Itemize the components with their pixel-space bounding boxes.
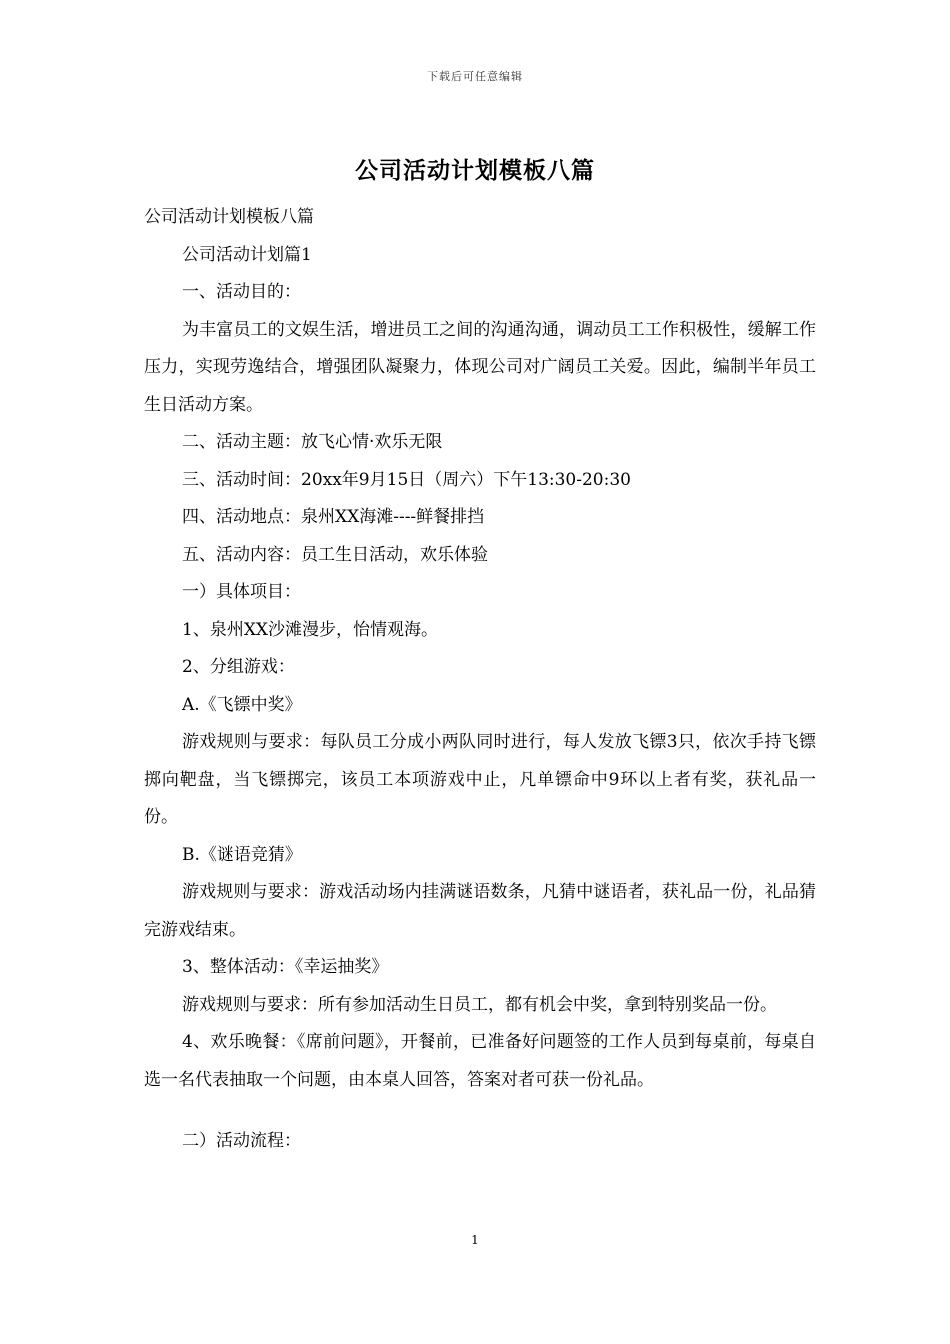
paragraph-theme: 二、活动主题：放飞心情·欢乐无限 [182, 432, 443, 452]
heading-activity-purpose: 一、活动目的： [182, 282, 301, 302]
paragraph-location: 四、活动地点：泉州XX海滩----鲜餐排挡 [182, 507, 485, 527]
page-number: 1 [471, 1233, 479, 1247]
lucky-draw-rules: 游戏规则与要求：所有参加活动生日员工，都有机会中奖，拿到特别奖品一份。 [182, 994, 777, 1015]
page-header-note: 下载后可任意编辑 [427, 70, 523, 83]
game-b-rules: 游戏规则与要求：游戏活动场内挂满谜语数条，凡猜中谜语者，获礼品一份，礼品猜完游戏结束。 [144, 882, 816, 940]
paragraph-purpose: 为丰富员工的文娱生活，增进员工之间的沟通沟通，调动员工工作积极性，缓解工作压力，实现劳逸结合，增强团队凝聚力，体现公司对广阔员工关爱。因此，编制半年员工生日活动方案。 [144, 319, 816, 415]
paragraph-time: 三、活动时间：20xx年9月15日（周六）下午13:30-20:30 [182, 469, 631, 490]
document-title: 公司活动计划模板八篇 [355, 157, 595, 184]
document-body [144, 199, 816, 1161]
section-heading: 公司活动计划篇1 [182, 244, 312, 265]
list-item-beach-walk: 1、泉州XX沙滩漫步，怡情观海。 [182, 619, 439, 640]
game-a-title: A.《飞镖中奖》 [182, 694, 302, 715]
game-b-title: B.《谜语竞猜》 [182, 844, 302, 865]
subtitle-paragraph: 公司活动计划模板八篇 [144, 207, 314, 227]
paragraph-content: 五、活动内容：员工生日活动，欢乐体验 [182, 544, 488, 565]
list-item-dinner: 4、欢乐晚餐：《席前问题》，开餐前，已准备好问题签的工作人员到每桌前，每桌自选一名代表抽取一个问题，由本桌人回答，答案对者可获一份礼品。 [144, 1032, 816, 1090]
list-item-group-games: 2、分组游戏： [182, 657, 295, 677]
heading-specific-items: 一）具体项目： [182, 582, 301, 602]
game-a-rules: 游戏规则与要求：每队员工分成小两队同时进行，每人发放飞镖3只，依次手持飞镖掷向靶盘，当飞镖掷完，该员工本项游戏中止，凡单镖命中9环以上者有奖，获礼品一份。 [144, 732, 816, 827]
paragraph-spacer [144, 1099, 816, 1123]
heading-activity-flow: 二）活动流程： [182, 1131, 301, 1151]
list-item-lucky-draw: 3、整体活动：《幸运抽奖》 [182, 957, 389, 977]
